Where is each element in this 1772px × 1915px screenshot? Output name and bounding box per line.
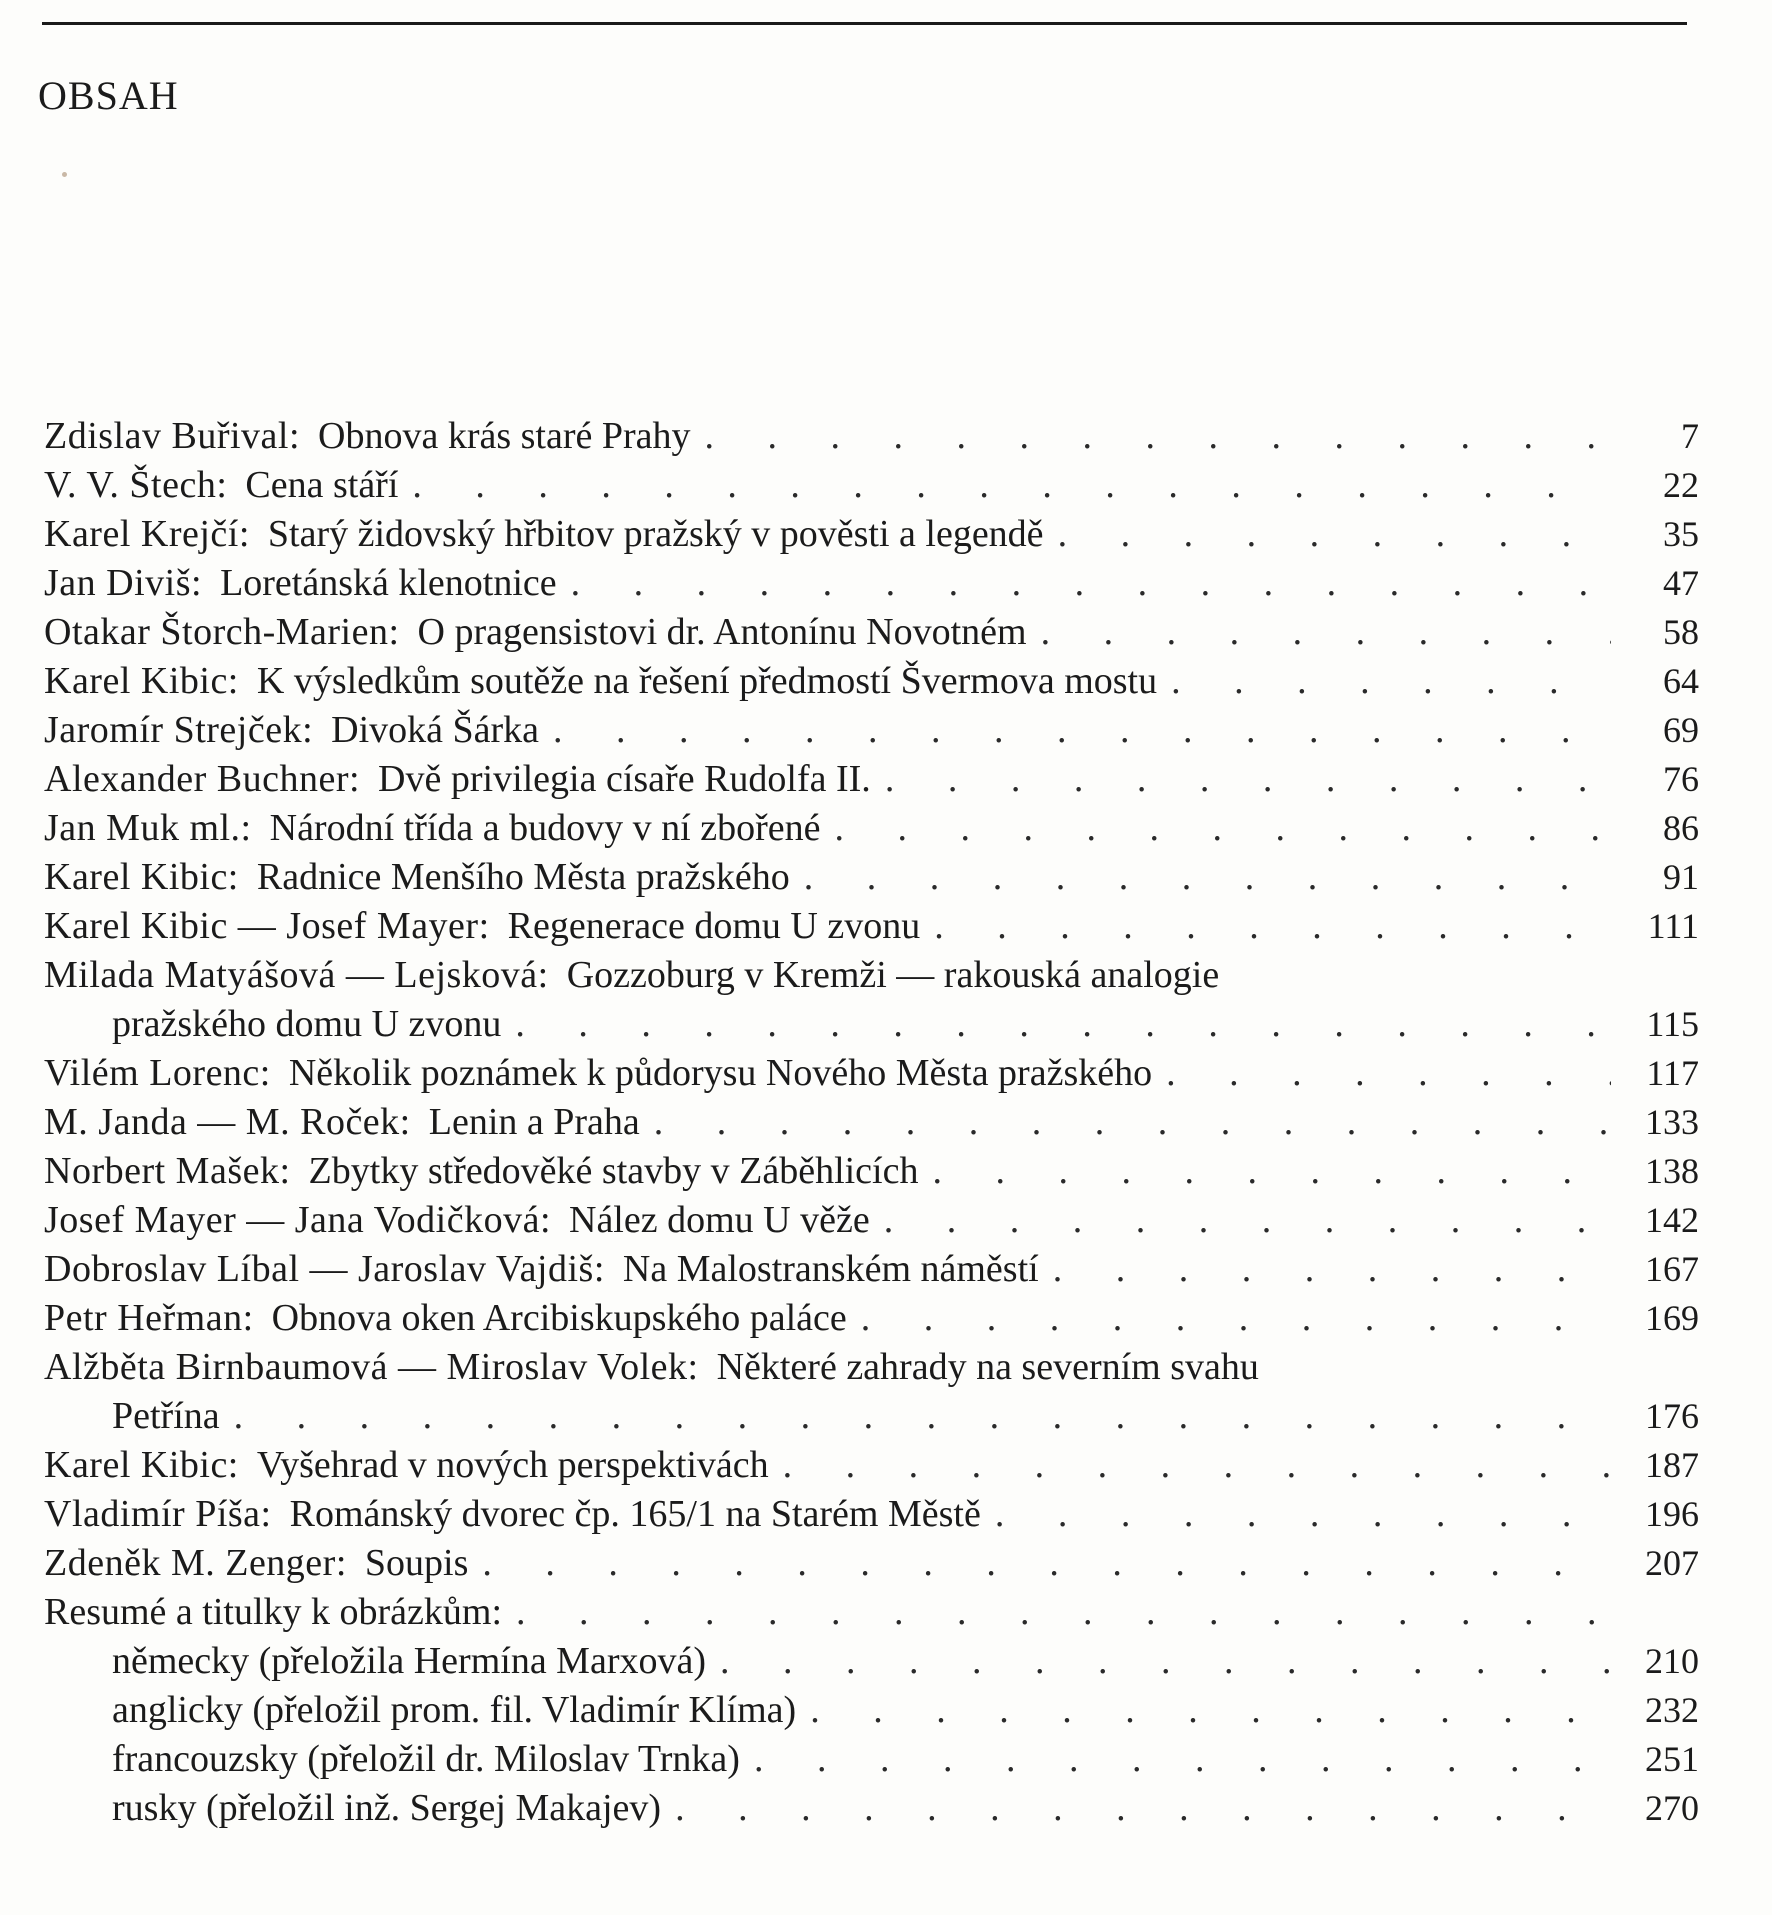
entry-title: Starý židovský hřbitov pražský v pověsti a legendě bbox=[267, 513, 1044, 555]
entry-text bbox=[44, 1147, 918, 1196]
dot-leader bbox=[571, 559, 1611, 608]
resume-item bbox=[44, 1686, 1699, 1735]
entry-page-number: 196 bbox=[1645, 1494, 1699, 1534]
entry-title: Některé zahrady na severním svahu bbox=[716, 1346, 1259, 1388]
entry-author: Alžběta Birnbaumová — Miroslav Volek: bbox=[44, 1346, 699, 1388]
dot-leader bbox=[783, 1441, 1611, 1490]
resume-label: Resumé a titulky k obrázkům: bbox=[44, 1591, 503, 1633]
entry-text bbox=[44, 461, 398, 510]
entry-title: Loretánská klenotnice bbox=[220, 562, 557, 604]
entry-text bbox=[44, 902, 920, 951]
toc-entry bbox=[44, 559, 1699, 608]
entry-author: Josef Mayer — Jana Vodičková: bbox=[44, 1199, 551, 1241]
entry-page-number: 138 bbox=[1645, 1151, 1699, 1191]
toc-entry bbox=[44, 1147, 1699, 1196]
toc-entry bbox=[44, 608, 1699, 657]
entry-author: M. Janda — M. Roček: bbox=[44, 1101, 411, 1143]
toc-entry bbox=[44, 1343, 1699, 1392]
dot-leader bbox=[553, 706, 1611, 755]
entry-page-number: 64 bbox=[1663, 661, 1699, 701]
dot-leader bbox=[675, 1784, 1611, 1833]
entry-title-continuation: Petřína bbox=[112, 1395, 220, 1437]
entry-title: Národní třída a budovy v ní zbořené bbox=[269, 807, 821, 849]
entry-page-number: 22 bbox=[1663, 465, 1699, 505]
dot-leader bbox=[1053, 1245, 1611, 1294]
dot-leader bbox=[932, 1147, 1611, 1196]
entry-author: Milada Matyášová — Lejsková: bbox=[44, 954, 549, 996]
entry-text bbox=[44, 1294, 847, 1343]
paper-speck bbox=[62, 172, 67, 177]
entry-text bbox=[44, 853, 790, 902]
entry-page-number: 115 bbox=[1646, 1004, 1699, 1044]
dot-leader bbox=[234, 1392, 1611, 1441]
toc-entry bbox=[44, 706, 1699, 755]
entry-page-number: 232 bbox=[1645, 1690, 1699, 1730]
entry-page-number: 58 bbox=[1663, 612, 1699, 652]
entry-author: Norbert Mašek: bbox=[44, 1150, 291, 1192]
dot-leader bbox=[412, 461, 1611, 510]
dot-leader bbox=[1058, 510, 1611, 559]
dot-leader bbox=[482, 1539, 1611, 1588]
dot-leader bbox=[885, 755, 1611, 804]
entry-title: Obnova oken Arcibiskupského paláce bbox=[271, 1297, 847, 1339]
entry-text bbox=[44, 1588, 502, 1637]
entry-author: Otakar Štorch-Marien: bbox=[44, 611, 400, 653]
resume-item bbox=[44, 1637, 1699, 1686]
entry-author: Zdislav Buřival: bbox=[44, 415, 301, 457]
toc-entry bbox=[44, 1539, 1699, 1588]
entry-text bbox=[44, 1735, 740, 1784]
dot-leader bbox=[804, 853, 1611, 902]
entry-author: Karel Kibic — Josef Mayer: bbox=[44, 905, 490, 947]
entry-page-number: 7 bbox=[1681, 416, 1699, 456]
entry-author: Petr Heřman: bbox=[44, 1297, 254, 1339]
dot-leader bbox=[884, 1196, 1611, 1245]
entry-title: anglicky (přeložil prom. fil. Vladimír Klíma) bbox=[112, 1689, 797, 1731]
entry-page-number: 187 bbox=[1645, 1445, 1699, 1485]
toc-entry bbox=[44, 1294, 1699, 1343]
toc-entry bbox=[44, 1049, 1699, 1098]
dot-leader bbox=[834, 804, 1611, 853]
entry-page-number: 142 bbox=[1645, 1200, 1699, 1240]
entry-page-number: 210 bbox=[1645, 1641, 1699, 1681]
entry-text bbox=[44, 951, 1219, 1000]
entry-title: Na Malostranském náměstí bbox=[622, 1248, 1039, 1290]
entry-page-number: 86 bbox=[1663, 808, 1699, 848]
entry-title: Několik poznámek k půdorysu Nového Města pražského bbox=[288, 1052, 1153, 1094]
entry-title: Regenerace domu U zvonu bbox=[507, 905, 921, 947]
dot-leader bbox=[810, 1686, 1611, 1735]
dot-leader bbox=[515, 1000, 1611, 1049]
entry-text bbox=[44, 1245, 1039, 1294]
toc-entry bbox=[44, 1098, 1699, 1147]
table-of-contents bbox=[44, 412, 1699, 1833]
entry-title: Obnova krás staré Prahy bbox=[318, 415, 691, 457]
toc-entry bbox=[44, 412, 1699, 461]
toc-entry bbox=[44, 461, 1699, 510]
entry-author: Karel Kibic: bbox=[44, 856, 239, 898]
entry-page-number: 270 bbox=[1645, 1788, 1699, 1828]
resume-item bbox=[44, 1784, 1699, 1833]
entry-text bbox=[44, 1392, 220, 1441]
toc-entry bbox=[44, 902, 1699, 951]
entry-page-number: 47 bbox=[1663, 563, 1699, 603]
entry-author: Karel Kibic: bbox=[44, 1444, 239, 1486]
dot-leader bbox=[1166, 1049, 1611, 1098]
entry-page-number: 35 bbox=[1663, 514, 1699, 554]
entry-author: Alexander Buchner: bbox=[44, 758, 361, 800]
entry-page-number: 169 bbox=[1645, 1298, 1699, 1338]
entry-author: V. V. Štech: bbox=[44, 464, 228, 506]
entry-author: Vladimír Píša: bbox=[44, 1493, 272, 1535]
entry-title: francouzsky (přeložil dr. Miloslav Trnka) bbox=[112, 1738, 740, 1780]
entry-title: německy (přeložila Hermína Marxová) bbox=[112, 1640, 707, 1682]
entry-page-number: 69 bbox=[1663, 710, 1699, 750]
dot-leader bbox=[861, 1294, 1611, 1343]
dot-leader bbox=[1041, 608, 1611, 657]
resume-item bbox=[44, 1735, 1699, 1784]
toc-entry bbox=[44, 1196, 1699, 1245]
toc-entry-continuation bbox=[44, 1392, 1699, 1441]
entry-author: Jan Muk ml.: bbox=[44, 807, 252, 849]
entry-page-number: 76 bbox=[1663, 759, 1699, 799]
dot-leader bbox=[934, 902, 1611, 951]
toc-entry bbox=[44, 951, 1699, 1000]
entry-text bbox=[44, 657, 1157, 706]
entry-page-number: 251 bbox=[1645, 1739, 1699, 1779]
toc-entry bbox=[44, 1441, 1699, 1490]
dot-leader bbox=[720, 1637, 1611, 1686]
entry-page-number: 167 bbox=[1645, 1249, 1699, 1289]
entry-author: Jaromír Strejček: bbox=[44, 709, 314, 751]
entry-text bbox=[44, 1098, 640, 1147]
entry-author: Karel Kibic: bbox=[44, 660, 239, 702]
page-title: OBSAH bbox=[38, 73, 179, 118]
toc-entry bbox=[44, 510, 1699, 559]
entry-title: Radnice Menšího Města pražského bbox=[256, 856, 790, 898]
entry-title: Románský dvorec čp. 165/1 na Starém Městě bbox=[289, 1493, 981, 1535]
entry-page-number: 176 bbox=[1645, 1396, 1699, 1436]
entry-text bbox=[44, 1686, 796, 1735]
toc-entry bbox=[44, 853, 1699, 902]
toc-entry bbox=[44, 755, 1699, 804]
entry-title: Nález domu U věže bbox=[569, 1199, 870, 1241]
toc-entry bbox=[44, 1245, 1699, 1294]
entry-text bbox=[44, 510, 1044, 559]
entry-title: Dvě privilegia císaře Rudolfa II. bbox=[378, 758, 871, 800]
dot-leader bbox=[705, 412, 1611, 461]
entry-text bbox=[44, 412, 691, 461]
entry-author: Dobroslav Líbal — Jaroslav Vajdiš: bbox=[44, 1248, 605, 1290]
entry-author: Vilém Lorenc: bbox=[44, 1052, 271, 1094]
top-rule bbox=[42, 22, 1687, 25]
dot-leader bbox=[1171, 657, 1611, 706]
entry-text bbox=[44, 608, 1027, 657]
entry-title: Zbytky středověké stavby v Záběhlicích bbox=[308, 1150, 919, 1192]
entry-page-number: 207 bbox=[1645, 1543, 1699, 1583]
toc-entry bbox=[44, 804, 1699, 853]
entry-text bbox=[44, 755, 871, 804]
entry-author: Karel Krejčí: bbox=[44, 513, 250, 555]
entry-title: Soupis bbox=[364, 1542, 469, 1584]
entry-text bbox=[44, 1784, 661, 1833]
entry-page-number: 133 bbox=[1645, 1102, 1699, 1142]
entry-text bbox=[44, 1000, 501, 1049]
entry-title-continuation: pražského domu U zvonu bbox=[112, 1003, 502, 1045]
entry-text bbox=[44, 559, 557, 608]
entry-title: K výsledkům soutěže na řešení předmostí Švermova mostu bbox=[256, 660, 1158, 702]
entry-text bbox=[44, 1441, 769, 1490]
entry-title: Divoká Šárka bbox=[331, 709, 540, 751]
dot-leader bbox=[516, 1588, 1611, 1637]
entry-text bbox=[44, 1490, 981, 1539]
entry-page-number: 111 bbox=[1647, 906, 1699, 946]
toc-entry bbox=[44, 1490, 1699, 1539]
resume-heading bbox=[44, 1588, 1699, 1637]
entry-text bbox=[44, 804, 820, 853]
entry-text bbox=[44, 1196, 870, 1245]
dot-leader bbox=[754, 1735, 1611, 1784]
entry-text bbox=[44, 1049, 1152, 1098]
entry-title: Cena stáří bbox=[245, 464, 399, 506]
entry-page-number: 117 bbox=[1646, 1053, 1699, 1093]
entry-author: Jan Diviš: bbox=[44, 562, 203, 604]
entry-text bbox=[44, 1539, 468, 1588]
dot-leader bbox=[654, 1098, 1611, 1147]
entry-title: Gozzoburg v Kremži — rakouská analogie bbox=[566, 954, 1220, 996]
entry-text bbox=[44, 706, 539, 755]
dot-leader bbox=[995, 1490, 1611, 1539]
entry-title: rusky (přeložil inž. Sergej Makajev) bbox=[112, 1787, 662, 1829]
entry-text bbox=[44, 1637, 706, 1686]
entry-page-number: 91 bbox=[1663, 857, 1699, 897]
entry-title: Vyšehrad v nových perspektivách bbox=[256, 1444, 769, 1486]
entry-title: Lenin a Praha bbox=[428, 1101, 640, 1143]
entry-title: O pragensistovi dr. Antonínu Novotném bbox=[417, 611, 1027, 653]
toc-entry bbox=[44, 657, 1699, 706]
entry-text bbox=[44, 1343, 1259, 1392]
toc-entry-continuation bbox=[44, 1000, 1699, 1049]
entry-author: Zdeněk M. Zenger: bbox=[44, 1542, 347, 1584]
